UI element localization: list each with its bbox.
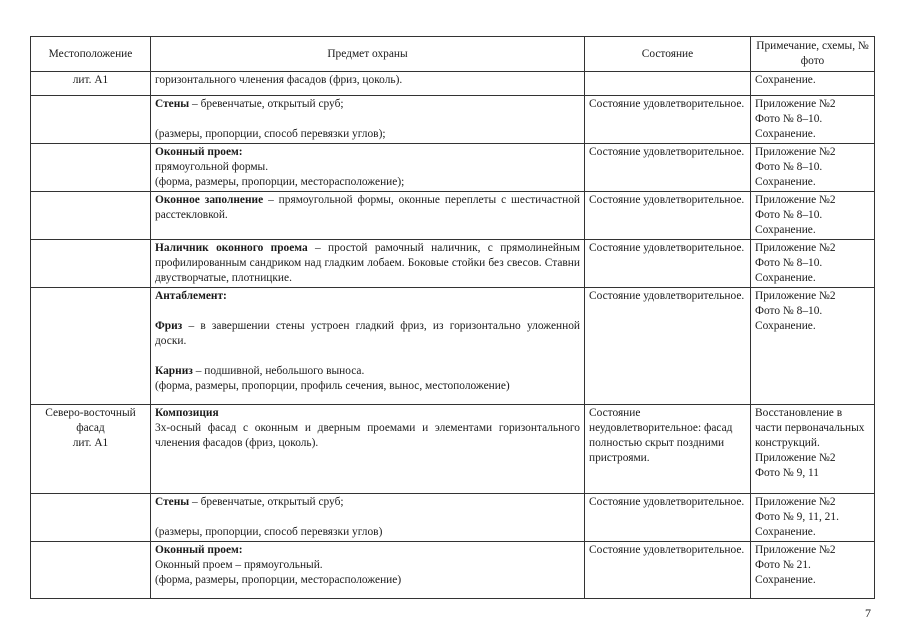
- subject-text: 3х-осный фасад с оконным и дверным проемами и элементами горизонтального членения фасадов (фриз, цоколь).: [155, 422, 580, 449]
- subject-cell: [151, 144, 585, 192]
- subject-label: Оконное заполнение: [155, 194, 264, 206]
- state-cell: Состояние удовлетворительное.: [585, 240, 751, 288]
- note-line: Сохранение.: [755, 574, 816, 586]
- note-cell: [751, 288, 875, 405]
- note-line: Фото № 8–10.: [755, 113, 823, 125]
- subject-label: Оконный проем:: [155, 146, 243, 158]
- note-cell: [751, 144, 875, 192]
- subject-cell: [151, 542, 585, 599]
- note-line: Приложение №2: [755, 146, 836, 158]
- note-line: Фото № 9, 11, 21.: [755, 511, 839, 523]
- subject-cell: [151, 240, 585, 288]
- note-cell: [751, 542, 875, 599]
- table-row: [31, 288, 875, 405]
- location-cell: [31, 144, 151, 192]
- state-cell: Состояние удовлетворительное.: [585, 542, 751, 599]
- note-line: Приложение №2: [755, 98, 836, 110]
- subject-cell: [151, 72, 585, 96]
- location-cell: [31, 494, 151, 542]
- note-line: Восстановление в части первоначальных конструкций.: [755, 407, 865, 449]
- subject-label: Стены: [155, 496, 190, 508]
- subject-cell: [151, 405, 585, 494]
- note-cell: Сохранение.: [751, 72, 875, 96]
- note-line: Фото № 8–10.: [755, 257, 823, 269]
- note-line: Фото № 8–10.: [755, 209, 823, 221]
- location-cell: [31, 240, 151, 288]
- location-cell: [31, 405, 151, 494]
- location-cell: [31, 192, 151, 240]
- note-line: Приложение №2: [755, 544, 836, 556]
- note-cell: [751, 96, 875, 144]
- friz-label: Фриз: [155, 320, 183, 332]
- subject-cell: [151, 288, 585, 405]
- subject-extra: (размеры, пропорции, способ перевязки углов);: [155, 128, 386, 140]
- location-cell: [31, 288, 151, 405]
- karniz-text: – подшивной, небольшого выноса.: [192, 365, 365, 377]
- note-line: Сохранение.: [755, 128, 816, 140]
- header-subject: Предмет охраны: [151, 37, 585, 72]
- location-cell: [31, 542, 151, 599]
- state-cell: Состояние удовлетворительное.: [585, 494, 751, 542]
- note-line: Фото № 8–10.: [755, 305, 823, 317]
- karniz-label: Карниз: [155, 365, 193, 377]
- note-cell: [751, 405, 875, 494]
- location-cell: лит. А1: [31, 72, 151, 96]
- note-line: Приложение №2: [755, 242, 836, 254]
- subject-text: – простой рамочный наличник, с прямолинейным профилированным сандриком над гладким лобаем. Боковые стойки без свесов. Ставни двустворчатые, плотницкие.: [155, 242, 580, 284]
- subject-cell: [151, 96, 585, 144]
- subject-label: Оконный проем:: [155, 544, 243, 556]
- subject-label: Композиция: [155, 407, 219, 419]
- note-line: Приложение №2: [755, 452, 836, 464]
- subject-extra: (форма, размеры, пропорции, профиль сечения, вынос, местоположение): [155, 380, 510, 392]
- note-line: Сохранение.: [755, 272, 816, 284]
- subject-text: – бревенчатые, открытый сруб;: [189, 98, 344, 110]
- subject-text: – бревенчатые, открытый сруб;: [189, 496, 344, 508]
- note-line: Фото № 8–10.: [755, 161, 823, 173]
- table-row: [31, 542, 875, 599]
- note-line: Приложение №2: [755, 194, 836, 206]
- table-row: [31, 192, 875, 240]
- state-cell: Состояние неудовлетворительное: фасад полностью скрыт поздними пристроями.: [585, 405, 751, 494]
- page-number: 7: [865, 606, 871, 620]
- friz-text: – в завершении стены устроен гладкий фриз, из горизонтально уложенной доски.: [155, 320, 580, 347]
- header-location: Местоположение: [31, 37, 151, 72]
- subject-label: Стены: [155, 98, 190, 110]
- table-row: [31, 96, 875, 144]
- note-line: Приложение №2: [755, 496, 836, 508]
- note-line: Сохранение.: [755, 526, 816, 538]
- state-cell: Состояние удовлетворительное.: [585, 192, 751, 240]
- state-cell: Состояние удовлетворительное.: [585, 288, 751, 405]
- note-line: Приложение №2: [755, 290, 836, 302]
- subject-line: Оконный проем – прямоугольный.: [155, 559, 323, 571]
- table-row: [31, 72, 875, 96]
- subject-text: горизонтального членения фасадов (фриз, цоколь).: [155, 74, 403, 86]
- subject-label: Антаблемент:: [155, 290, 227, 302]
- subject-line: прямоугольной формы.: [155, 161, 269, 173]
- location-line: лит. А1: [72, 437, 109, 449]
- table-row: [31, 494, 875, 542]
- header-row: [31, 37, 875, 72]
- note-cell: [751, 494, 875, 542]
- note-cell: [751, 192, 875, 240]
- note-line: Сохранение.: [755, 224, 816, 236]
- subject-extra: (размеры, пропорции, способ перевязки углов): [155, 526, 383, 538]
- subject-line: (форма, размеры, пропорции, месторасположение): [155, 574, 402, 586]
- location-line: фасад: [76, 422, 105, 434]
- table-row: [31, 144, 875, 192]
- subject-label: Наличник оконного проема: [155, 242, 308, 254]
- location-line: Северо-восточный: [45, 407, 136, 419]
- subject-cell: [151, 192, 585, 240]
- state-cell: Состояние удовлетворительное.: [585, 96, 751, 144]
- protection-table: [30, 36, 875, 599]
- header-state: Состояние: [585, 37, 751, 72]
- state-cell: [585, 72, 751, 96]
- table-row: [31, 240, 875, 288]
- table-row: [31, 405, 875, 494]
- subject-text: – прямоугольной формы, оконные переплеты с шестичастной расстекловкой.: [155, 194, 580, 221]
- note-line: Сохранение.: [755, 176, 816, 188]
- location-cell: [31, 96, 151, 144]
- note-line: Фото № 9, 11: [755, 467, 819, 479]
- subject-line: (форма, размеры, пропорции, месторасположение);: [155, 176, 405, 188]
- subject-cell: [151, 494, 585, 542]
- note-cell: [751, 240, 875, 288]
- header-note: Примечание, схемы, № фото: [751, 37, 875, 72]
- note-line: Фото № 21.: [755, 559, 811, 571]
- state-cell: Состояние удовлетворительное.: [585, 144, 751, 192]
- note-line: Сохранение.: [755, 320, 816, 332]
